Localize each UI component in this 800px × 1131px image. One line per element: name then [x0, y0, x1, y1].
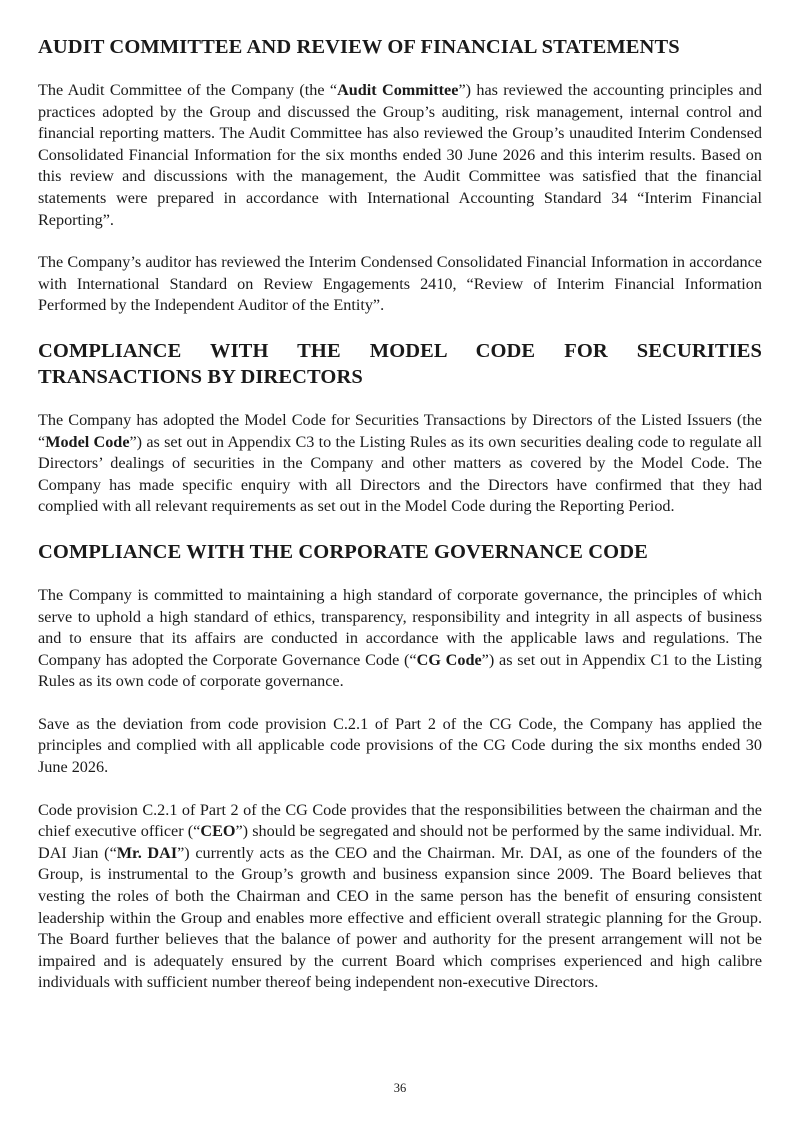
heading-audit-committee: AUDIT COMMITTEE AND REVIEW OF FINANCIAL STATEMENTS: [38, 36, 680, 58]
defined-term-cg-code: CG Code: [416, 650, 482, 669]
text-run: ”) has reviewed the accounting principles and practices adopted by the Group and discussed the Group’s auditing, risk management, internal control and financial reporting matters. The Audit Committee has also reviewed the Group’s unaudited Interim Condensed Consolidated Financial Information for the six months ended 30 June 2026 and this interim results. Based on this review and discussions with the management, the Audit Committee was satisfied that the financial statements were prepared in accordance with International Accounting Standard 34 “Interim Financial Reporting”.: [38, 81, 763, 229]
text-run: The Company has adopted the Model Code for Securities Transactions by Directors of the Listed Issuers (the “: [38, 410, 762, 451]
document-page: [38, 34, 762, 994]
text-run: ”) as set out in Appendix C1 to the Listing Rules as its own code of corporate governance.: [38, 650, 762, 691]
paragraph-cg-deviation: Save as the deviation from code provision C.2.1 of Part 2 of the CG Code, the Company has applied the principles and complied with all applicable code provisions of the CG Code during the six months ended 30 June 2026.: [38, 714, 762, 777]
heading-model-code-line1: COMPLIANCE WITH THE MODEL CODE FOR SECURITIES: [38, 339, 762, 362]
text-run: ”) should be segregated and should not be performed by the same individual. Mr. DAI Jian (“: [38, 822, 762, 862]
paragraph-code-provision-c21: [38, 800, 762, 994]
defined-term-model-code: Model Code: [45, 432, 130, 451]
paragraph-model-code: [38, 410, 762, 518]
defined-term-mr-dai: Mr. DAI: [116, 843, 178, 862]
paragraph-auditor-review: The Company’s auditor has reviewed the Interim Condensed Consolidated Financial Information in accordance with International Standard on Review Engagements 2410, “Review of Interim Financial Information Performed by the Independent Auditor of the Entity”.: [38, 253, 762, 315]
heading-model-code-line2: TRANSACTIONS BY DIRECTORS: [38, 365, 363, 388]
text-run: The Audit Committee of the Company (the “: [38, 81, 338, 99]
heading-model-code: [38, 338, 762, 390]
paragraph-audit-committee: [38, 80, 762, 231]
paragraph-cg-commitment: [38, 585, 762, 693]
page-number: 36: [393, 1081, 407, 1095]
heading-cg-code: COMPLIANCE WITH THE CORPORATE GOVERNANCE CODE: [38, 540, 648, 563]
text-run: ”) currently acts as the CEO and the Chairman. Mr. DAI, as one of the founders of the Group, is instrumental to the Group’s growth and business expansion since 2009. The Board believes that vesting the roles of both the Chairman and CEO in the same person has the benefit of ensuring consistent leadership within the Group and enables more effective and efficient overall strategic planning for the Group. The Board further believes that the balance of power and authority for the present arrangement will not be impaired and is adequately ensured by the current Board which comprises experienced and high calibre individuals with sufficient number thereof being independent non-executive Directors.: [38, 843, 763, 992]
text-run: ”) as set out in Appendix C3 to the Listing Rules as its own securities dealing code to regulate all Directors’ dealings of securities in the Company and other matters as covered by the Model Code. The Company has made specific enquiry with all Directors and the Directors have confirmed that they had complied with all relevant requirements as set out in the Model Code during the Reporting Period.: [38, 432, 762, 516]
text-run: Code provision C.2.1 of Part 2 of the CG Code provides that the responsibilities between the chairman and the chief executive officer (“: [38, 800, 762, 841]
text-run: The Company is committed to maintaining a high standard of corporate governance, the principles of which serve to uphold a high standard of ethics, transparency, responsibility and integrity in all aspects of business and to ensure that its affairs are conducted in accordance with the applicable laws and regulations. The Company has adopted the Corporate Governance Code (“: [38, 585, 762, 669]
defined-term-ceo: CEO: [200, 822, 236, 841]
defined-term-audit-committee: Audit Committee: [337, 81, 459, 99]
